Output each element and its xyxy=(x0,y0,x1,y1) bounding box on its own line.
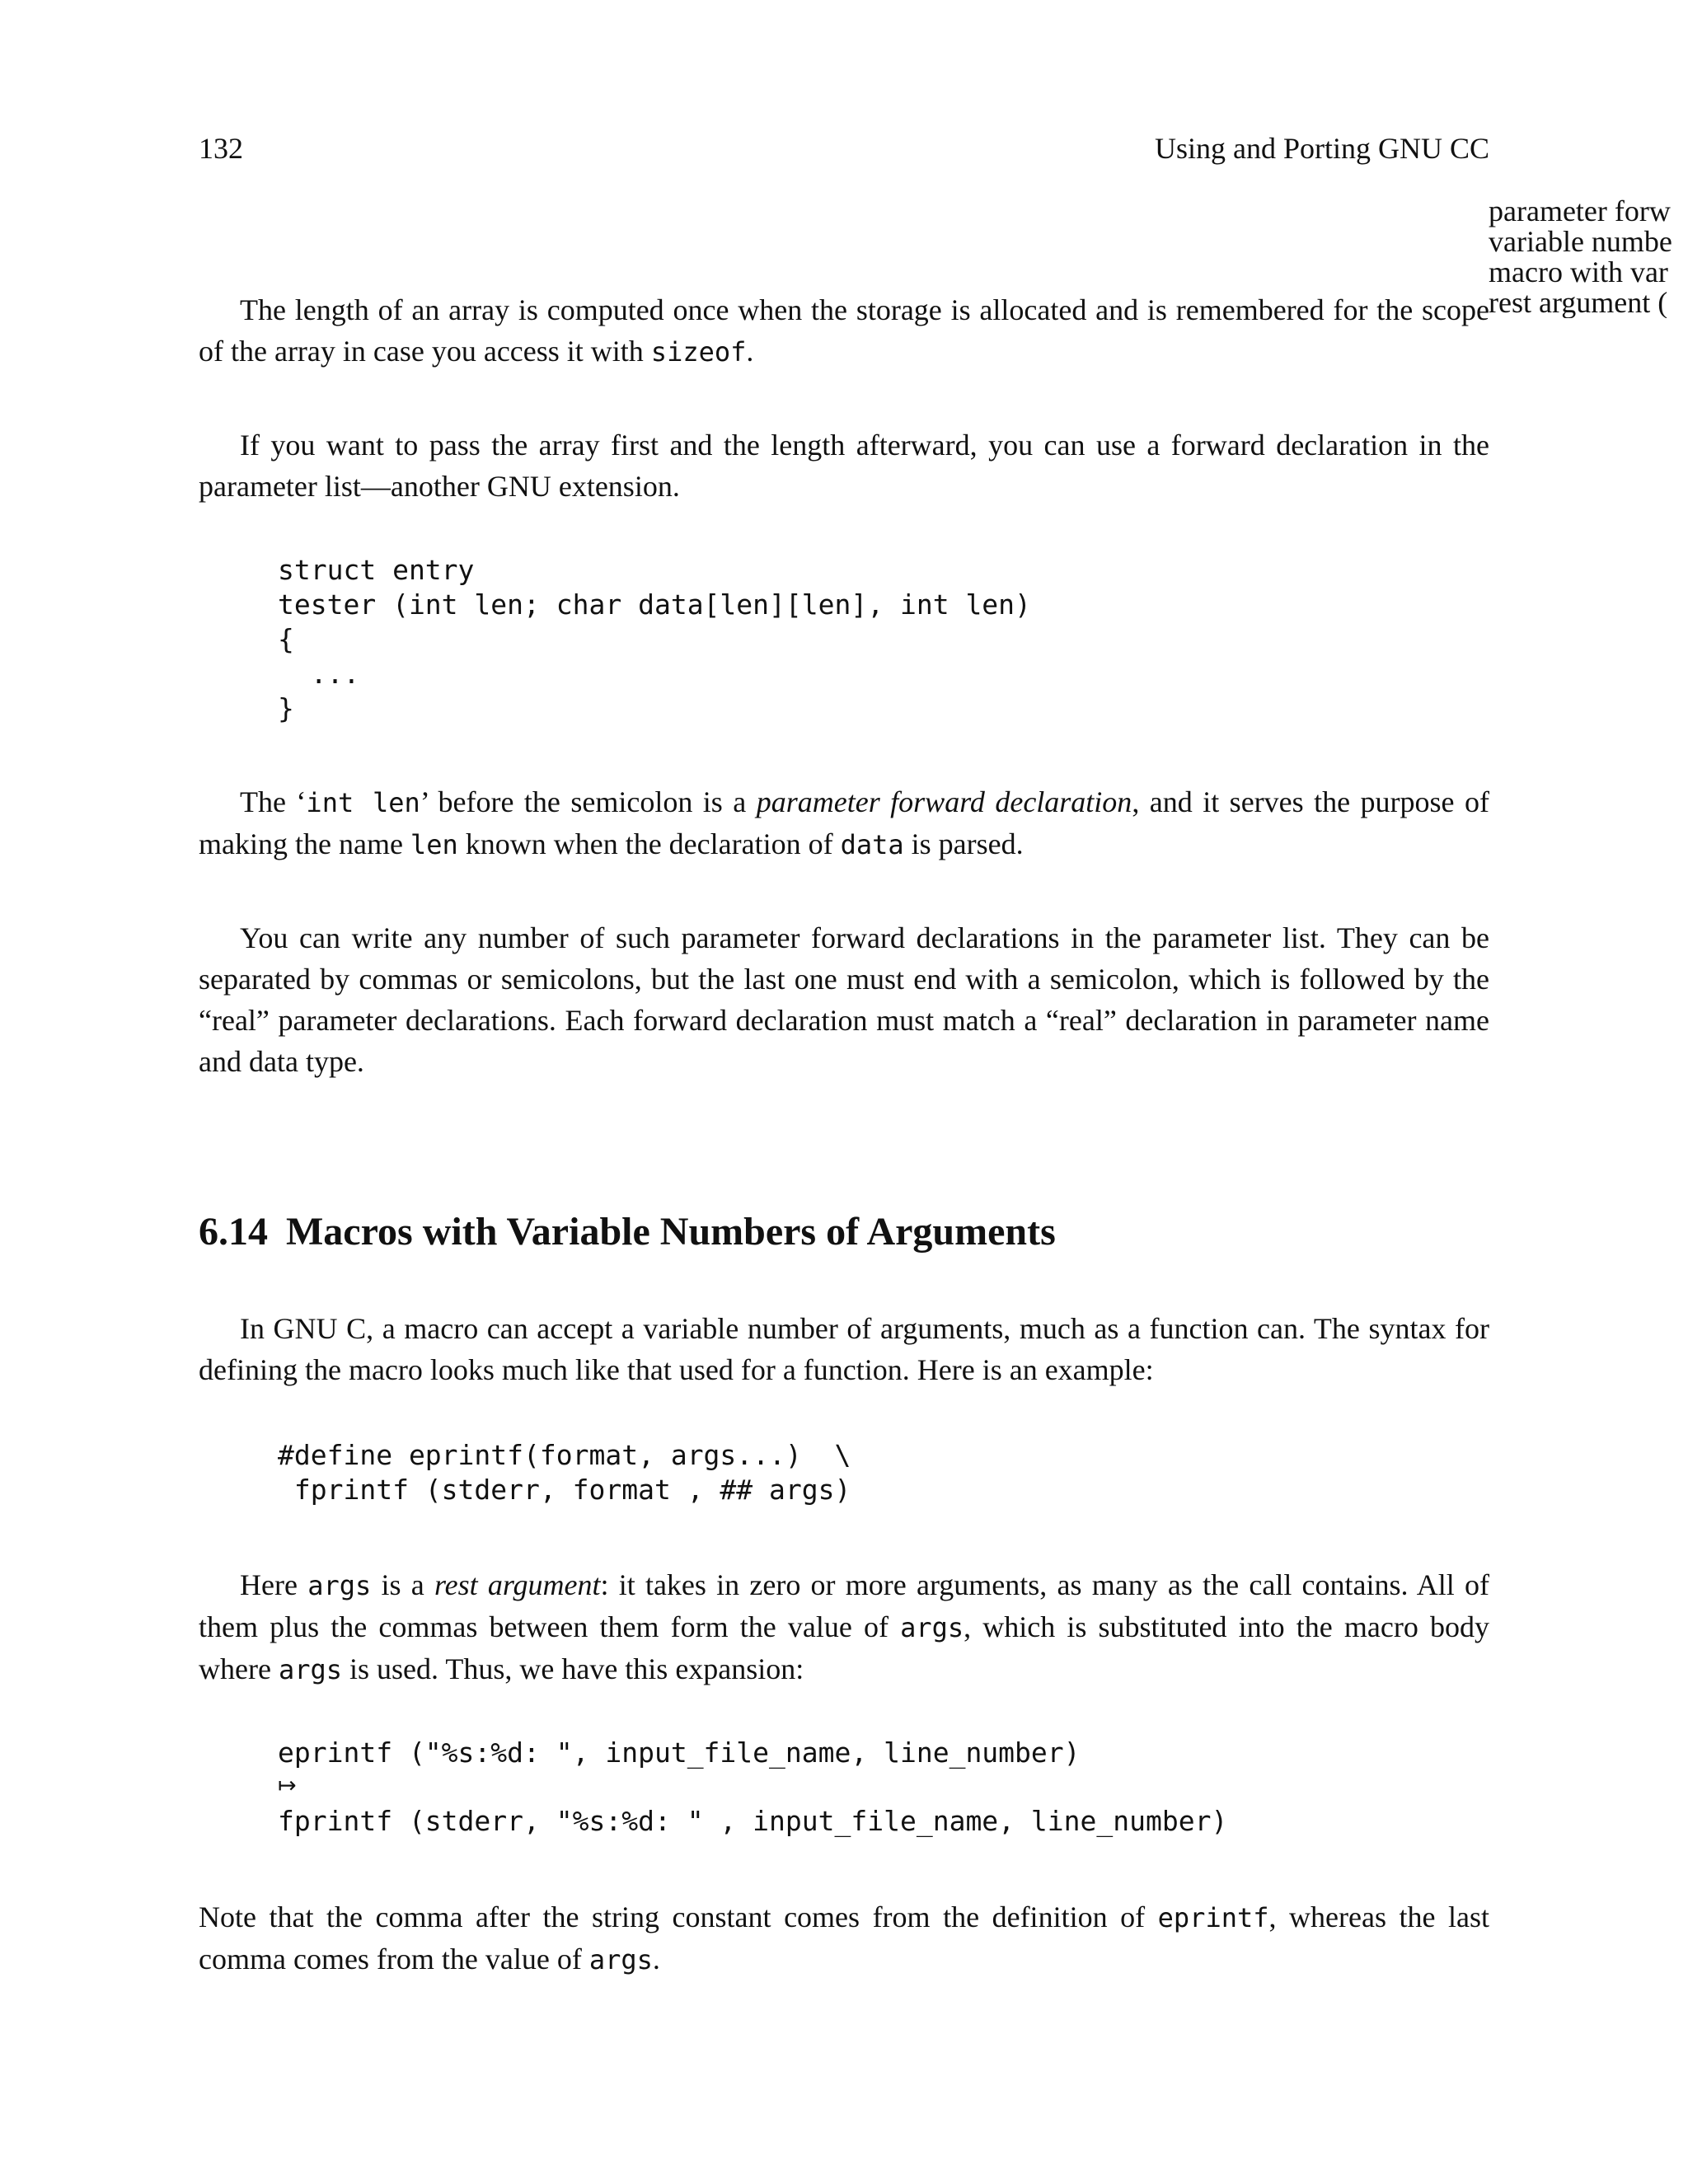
margin-note-rest-argument: rest argument ( xyxy=(1489,286,1668,318)
paragraph-text: The ‘ xyxy=(240,785,307,818)
mapsto-symbol xyxy=(278,1774,319,1798)
paragraph-variable-macro-intro: In GNU C, a macro can accept a variable number of arguments, much as a function can. The syntax for defining the macro looks much like that used for a function. Here is an example: xyxy=(199,1312,1489,1386)
code-expansion-before: eprintf ("%s:%d: ", input_file_name, line_number) xyxy=(278,1736,1081,1769)
paragraph-text: Note that the comma after the string constant comes from the definition of xyxy=(199,1900,1158,1933)
emphasis-parameter-forward-declaration: parameter forward declaration xyxy=(756,785,1132,818)
inline-code-args: args xyxy=(588,1944,653,1975)
paragraph-text: , whereas the last comma comes from the value of xyxy=(199,1900,1490,1975)
paragraph-text: The length of an array is computed once when the storage is allocated and is remembered for the scope of the array in case you access it with xyxy=(199,293,1489,368)
paragraph-comma-origin xyxy=(199,1896,1489,1980)
paragraph-text: known when the declaration of xyxy=(457,827,841,860)
margin-note-parameter-forward: parameter forw xyxy=(1489,196,1671,227)
paragraph-text: is a xyxy=(371,1568,434,1601)
inline-code-args: args xyxy=(278,1654,343,1685)
inline-code-data: data xyxy=(840,829,904,860)
paragraph-forward-declaration: If you want to pass the array first and the length afterward, you can use a forward declaration in the parameter list—another GNU extension. xyxy=(199,429,1489,503)
paragraph-text: ’ before the semicolon is a xyxy=(420,785,757,818)
inline-code-len: len xyxy=(410,829,458,860)
margin-note-macro-variable: macro with var xyxy=(1489,255,1668,288)
paragraph-text: . xyxy=(652,1943,660,1975)
paragraph-text: : it takes in zero or more arguments, as many as the call contains. All of them plus the commas between them form the value of xyxy=(199,1568,1489,1643)
paragraph-array-length xyxy=(199,289,1489,373)
inline-code-args: args xyxy=(900,1612,964,1643)
inline-code-int-len: int len xyxy=(306,787,420,818)
paragraph-text: . xyxy=(746,335,754,368)
code-example-eprintf-definition: #define eprintf(format, args...) \ fprintf (stderr, format , ## args) xyxy=(278,1439,851,1506)
paragraph-rest-argument xyxy=(199,1564,1489,1690)
paragraph-text: , which is substituted into the macro body where xyxy=(199,1610,1489,1685)
page-number: 132 xyxy=(199,132,243,165)
margin-note-variable-number: variable numbe xyxy=(1489,225,1672,258)
code-example-tester: struct entry tester (int len; char data[len][len], int len) { ... } xyxy=(278,554,1031,724)
paragraph-parameter-forward-declaration xyxy=(199,781,1489,865)
section-number: 6.14 xyxy=(199,1210,268,1254)
section-heading xyxy=(199,1207,1489,1257)
code-expansion-after: fprintf (stderr, "%s:%d: " , input_file_name, line_number) xyxy=(278,1805,1228,1837)
paragraph-text: is parsed. xyxy=(903,827,1024,860)
mapsto-icon: ↦ xyxy=(278,1773,297,1798)
inline-code-sizeof: sizeof xyxy=(650,336,747,368)
paragraph-text: Here xyxy=(240,1568,308,1601)
index-margin-notes xyxy=(1489,196,1688,318)
paragraph-multiple-forward-declarations: You can write any number of such parameter forward declarations in the parameter list. They can be separated by commas or semicolons, but the last one must end with a semicolon, which is followed by the “real” parameter declarations. Each forward declaration must match a “real” declaration in parameter name and data type. xyxy=(199,921,1489,1078)
paragraph-text: , and it serves the purpose of making the name xyxy=(199,785,1489,860)
inline-code-eprintf: eprintf xyxy=(1157,1902,1269,1933)
paragraph-text: is used. Thus, we have this expansion: xyxy=(342,1652,804,1685)
emphasis-rest-argument: rest argument xyxy=(434,1568,601,1601)
inline-code-args: args xyxy=(307,1570,372,1601)
section-title: Macros with Variable Numbers of Arguments xyxy=(286,1210,1056,1254)
running-title: Using and Porting GNU CC xyxy=(1154,132,1489,165)
